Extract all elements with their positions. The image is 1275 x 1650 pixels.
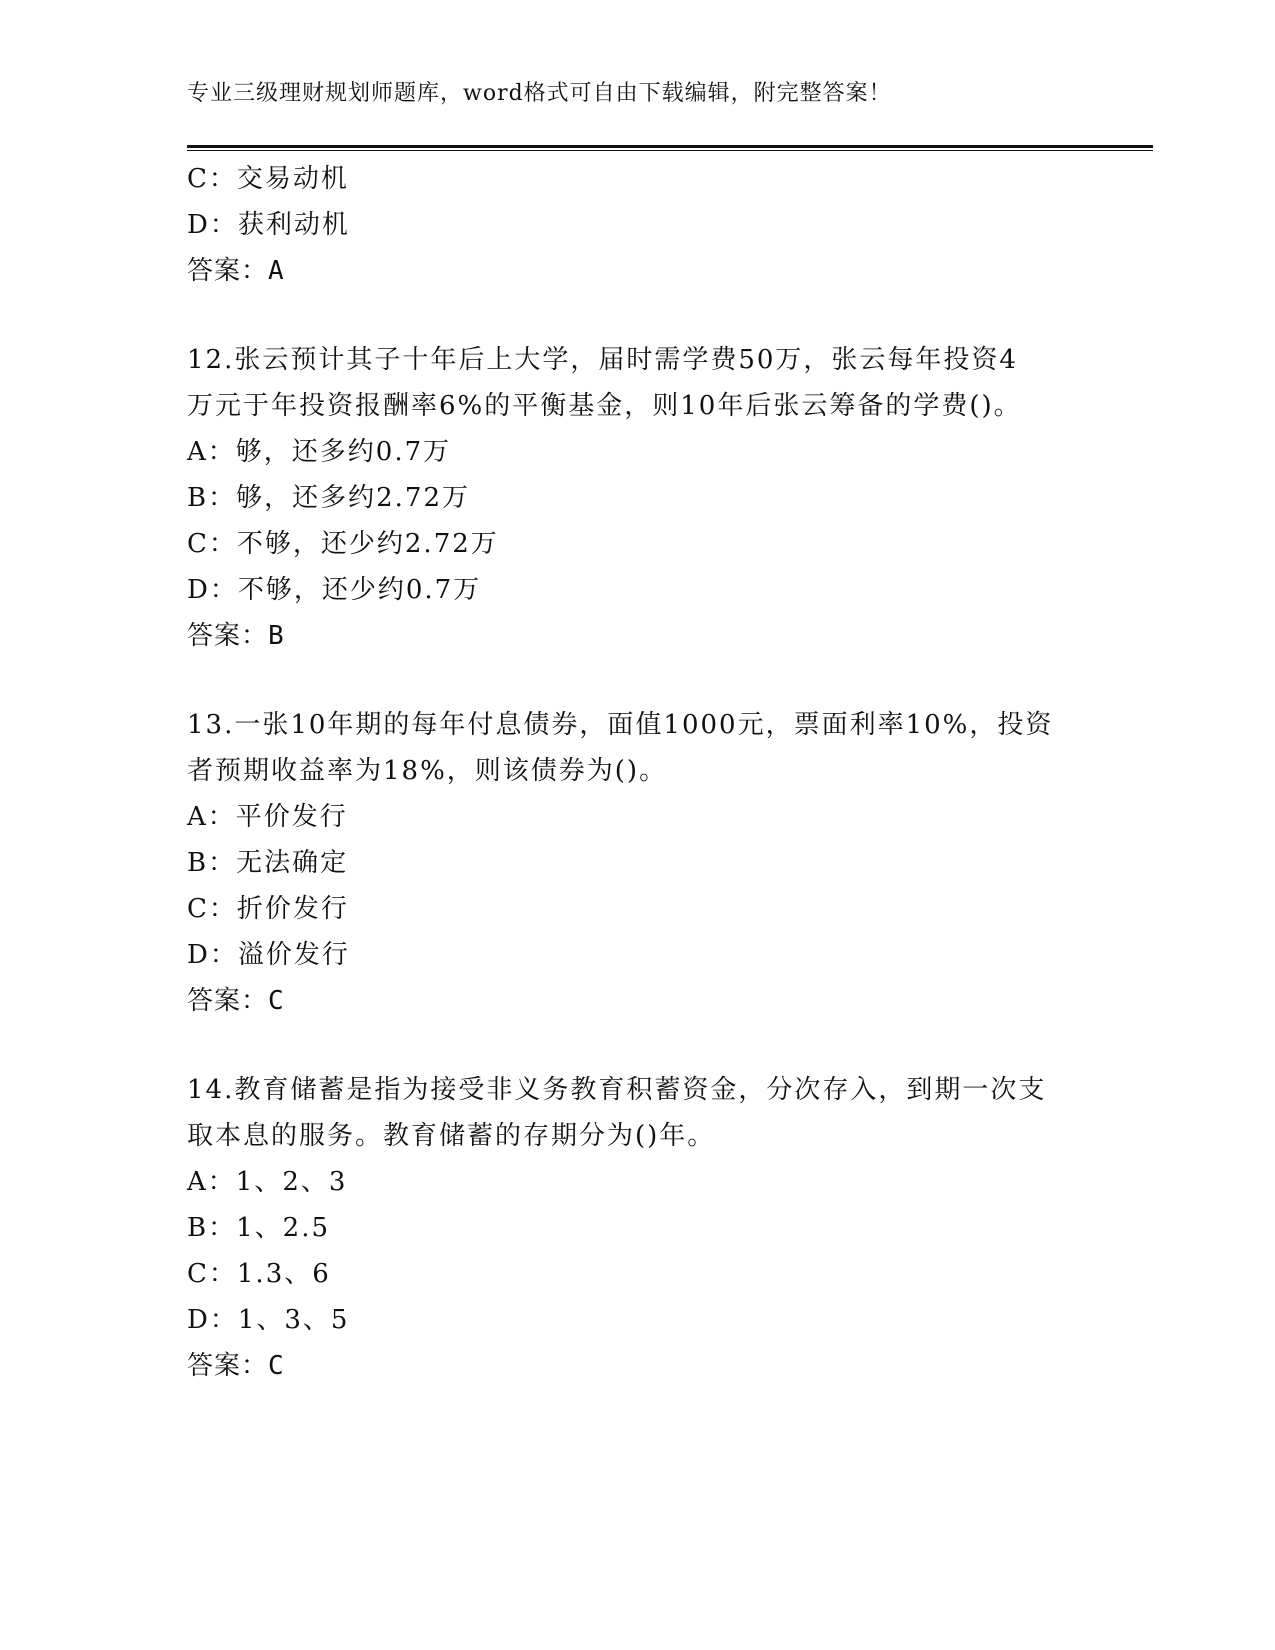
option-d: D：1、3、5	[187, 1305, 350, 1335]
question-13	[187, 702, 1087, 1024]
option-c: C：不够，还少约2.72万	[187, 529, 499, 559]
answer-line	[187, 978, 1087, 1024]
option-c: C：交易动机	[187, 164, 349, 194]
answer-label: 答案：	[187, 1351, 269, 1381]
question-stem-line: 万元于年投资报酬率6%的平衡基金，则10年后张云筹备的学费()。	[187, 391, 1022, 421]
answer-line	[187, 1343, 1087, 1389]
option-d: D：不够，还少约0.7万	[187, 575, 482, 605]
option-b: B：够，还多约2.72万	[187, 483, 470, 513]
answer-label: 答案：	[187, 621, 269, 651]
question-gap	[187, 294, 1087, 337]
question-stem-line: 14.教育储蓄是指为接受非义务教育积蓄资金，分次存入，到期一次支	[187, 1075, 1047, 1105]
question-stem-line: 12.张云预计其子十年后上大学，届时需学费50万，张云每年投资4	[187, 345, 1018, 375]
answer-label: 答案：	[187, 986, 269, 1016]
answer-line	[187, 248, 1087, 294]
option-a: A：1、2、3	[187, 1167, 348, 1197]
header-rule	[187, 145, 1153, 151]
answer-value: C	[268, 986, 285, 1016]
option-d: D：溢价发行	[187, 940, 350, 970]
option-a: A：平价发行	[187, 802, 348, 832]
answer-line	[187, 613, 1087, 659]
question-12	[187, 337, 1087, 659]
option-d: D：获利动机	[187, 210, 350, 240]
question-gap	[187, 1024, 1087, 1067]
page-header: 专业三级理财规划师题库，word格式可自由下载编辑，附完整答案！	[187, 81, 892, 106]
question-list	[187, 156, 1087, 1389]
answer-value: A	[268, 256, 285, 286]
option-c: C：1.3、6	[187, 1259, 331, 1289]
option-b: B：无法确定	[187, 848, 349, 878]
question-stem-line: 13.一张10年期的每年付息债券，面值1000元，票面利率10%，投资	[187, 710, 1054, 740]
option-b: B：1、2.5	[187, 1213, 330, 1243]
answer-label: 答案：	[187, 256, 269, 286]
option-c: C：折价发行	[187, 894, 349, 924]
question-stem-line: 者预期收益率为18%，则该债券为()。	[187, 756, 668, 786]
answer-value: C	[268, 1351, 285, 1381]
option-a: A：够，还多约0.7万	[187, 437, 452, 467]
question-14	[187, 1067, 1087, 1389]
question-stem-line: 取本息的服务。教育储蓄的存期分为()年。	[187, 1121, 716, 1151]
question-11-continued	[187, 156, 1087, 294]
answer-value: B	[268, 621, 285, 651]
question-gap	[187, 659, 1087, 702]
